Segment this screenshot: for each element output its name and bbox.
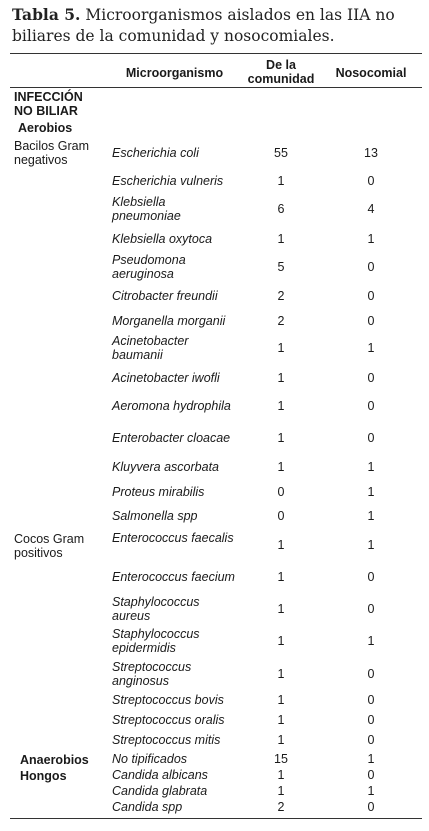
nosocomial-count: 1 xyxy=(367,485,375,499)
community-count: 6 xyxy=(277,202,285,216)
nosocomial-count: 4 xyxy=(367,202,375,216)
organism-name: Escherichia vulneris xyxy=(112,174,224,188)
organism-name: Salmonella spp xyxy=(112,509,198,523)
nosocomial-count: 0 xyxy=(367,768,375,782)
organism-name: Pseudomona aeruginosa xyxy=(112,253,186,281)
community-count: 1 xyxy=(277,371,285,385)
section-fungi: Hongos xyxy=(20,769,67,783)
section-anaerobes: Anaerobios xyxy=(20,753,89,767)
header-organism: Microorganismo xyxy=(125,66,224,80)
community-count: 2 xyxy=(277,289,285,303)
community-count: 1 xyxy=(277,667,285,681)
organism-name: Escherichia coli xyxy=(112,146,199,160)
community-count: 2 xyxy=(277,314,285,328)
organism-name: Streptococcus oralis xyxy=(112,713,225,727)
community-count: 1 xyxy=(277,634,285,648)
nosocomial-count: 0 xyxy=(367,431,375,445)
nosocomial-count: 1 xyxy=(367,232,375,246)
organism-name: Candida glabrata xyxy=(112,784,208,798)
table-caption xyxy=(12,4,422,47)
nosocomial-count: 0 xyxy=(367,713,375,727)
community-count: 15 xyxy=(274,752,288,766)
organism-name: Candida spp xyxy=(112,800,183,814)
nosocomial-count: 0 xyxy=(367,371,375,385)
community-count: 55 xyxy=(274,146,288,160)
community-count: 2 xyxy=(277,800,285,814)
nosocomial-count: 0 xyxy=(367,399,375,413)
nosocomial-count: 1 xyxy=(367,784,375,798)
organism-name: Citrobacter freundii xyxy=(112,289,218,303)
organism-name: Enterococcus faecalis xyxy=(112,531,234,545)
nosocomial-count: 1 xyxy=(367,634,375,648)
nosocomial-count: 0 xyxy=(367,314,375,328)
nosocomial-count: 13 xyxy=(364,146,378,160)
nosocomial-count: 0 xyxy=(367,260,375,274)
organism-name: Acinetobacter baumanii xyxy=(112,334,189,362)
nosocomial-count: 1 xyxy=(367,509,375,523)
header-community: De la comunidad xyxy=(247,58,315,86)
community-count: 1 xyxy=(277,733,285,747)
community-count: 1 xyxy=(277,570,285,584)
organism-name: Streptococcus bovis xyxy=(112,693,224,707)
caption-text: Microorganismos aislados en las IIA no biliares de la comunidad y nosocomiales. xyxy=(12,6,395,45)
organism-name: Kluyvera ascorbata xyxy=(112,460,220,474)
organism-name: Proteus mirabilis xyxy=(112,485,205,499)
community-count: 1 xyxy=(277,460,285,474)
organism-name: Klebsiella pneumoniae xyxy=(112,195,181,223)
organism-name: Klebsiella oxytoca xyxy=(112,232,213,246)
community-count: 1 xyxy=(277,713,285,727)
community-count: 1 xyxy=(277,174,285,188)
community-count: 0 xyxy=(277,485,285,499)
organism-name: Staphylococcus epidermidis xyxy=(112,627,200,655)
community-count: 1 xyxy=(277,768,285,782)
header-rule xyxy=(10,87,422,88)
community-count: 1 xyxy=(277,693,285,707)
community-count: 1 xyxy=(277,341,285,355)
nosocomial-count: 0 xyxy=(367,733,375,747)
organism-name: Enterococcus faecium xyxy=(112,570,235,584)
section-gram-negative: Bacilos Gram negativos xyxy=(14,139,90,167)
community-count: 0 xyxy=(277,509,285,523)
section-infection: INFECCIÓN NO BILIAR xyxy=(14,90,83,118)
bottom-rule xyxy=(10,818,422,819)
nosocomial-count: 0 xyxy=(367,289,375,303)
organism-name: Staphylococcus aureus xyxy=(112,595,200,623)
organism-name: Aeromona hydrophila xyxy=(112,399,231,413)
nosocomial-count: 1 xyxy=(367,341,375,355)
top-rule xyxy=(10,53,422,54)
organism-name: Acinetobacter iwofli xyxy=(112,371,220,385)
nosocomial-count: 1 xyxy=(367,752,375,766)
nosocomial-count: 1 xyxy=(367,538,375,552)
community-count: 1 xyxy=(277,784,285,798)
nosocomial-count: 0 xyxy=(367,800,375,814)
header-nosocomial: Nosocomial xyxy=(335,66,407,80)
community-count: 5 xyxy=(277,260,285,274)
organism-name: Enterobacter cloacae xyxy=(112,431,231,445)
section-gram-positive: Cocos Gram positivos xyxy=(14,532,85,560)
nosocomial-count: 0 xyxy=(367,570,375,584)
nosocomial-count: 0 xyxy=(367,602,375,616)
section-aerobes: Aerobios xyxy=(18,121,73,135)
organism-name: Morganella morganii xyxy=(112,314,226,328)
nosocomial-count: 0 xyxy=(367,693,375,707)
caption-label: Tabla 5. xyxy=(12,5,81,24)
nosocomial-count: 0 xyxy=(367,667,375,681)
community-count: 1 xyxy=(277,602,285,616)
organism-name: Streptococcus mitis xyxy=(112,733,221,747)
organism-name: No tipificados xyxy=(112,752,188,766)
community-count: 1 xyxy=(277,232,285,246)
nosocomial-count: 0 xyxy=(367,174,375,188)
community-count: 1 xyxy=(277,538,285,552)
organism-name: Candida albicans xyxy=(112,768,208,782)
community-count: 1 xyxy=(277,399,285,413)
organism-name: Streptococcus anginosus xyxy=(112,660,192,688)
community-count: 1 xyxy=(277,431,285,445)
nosocomial-count: 1 xyxy=(367,460,375,474)
